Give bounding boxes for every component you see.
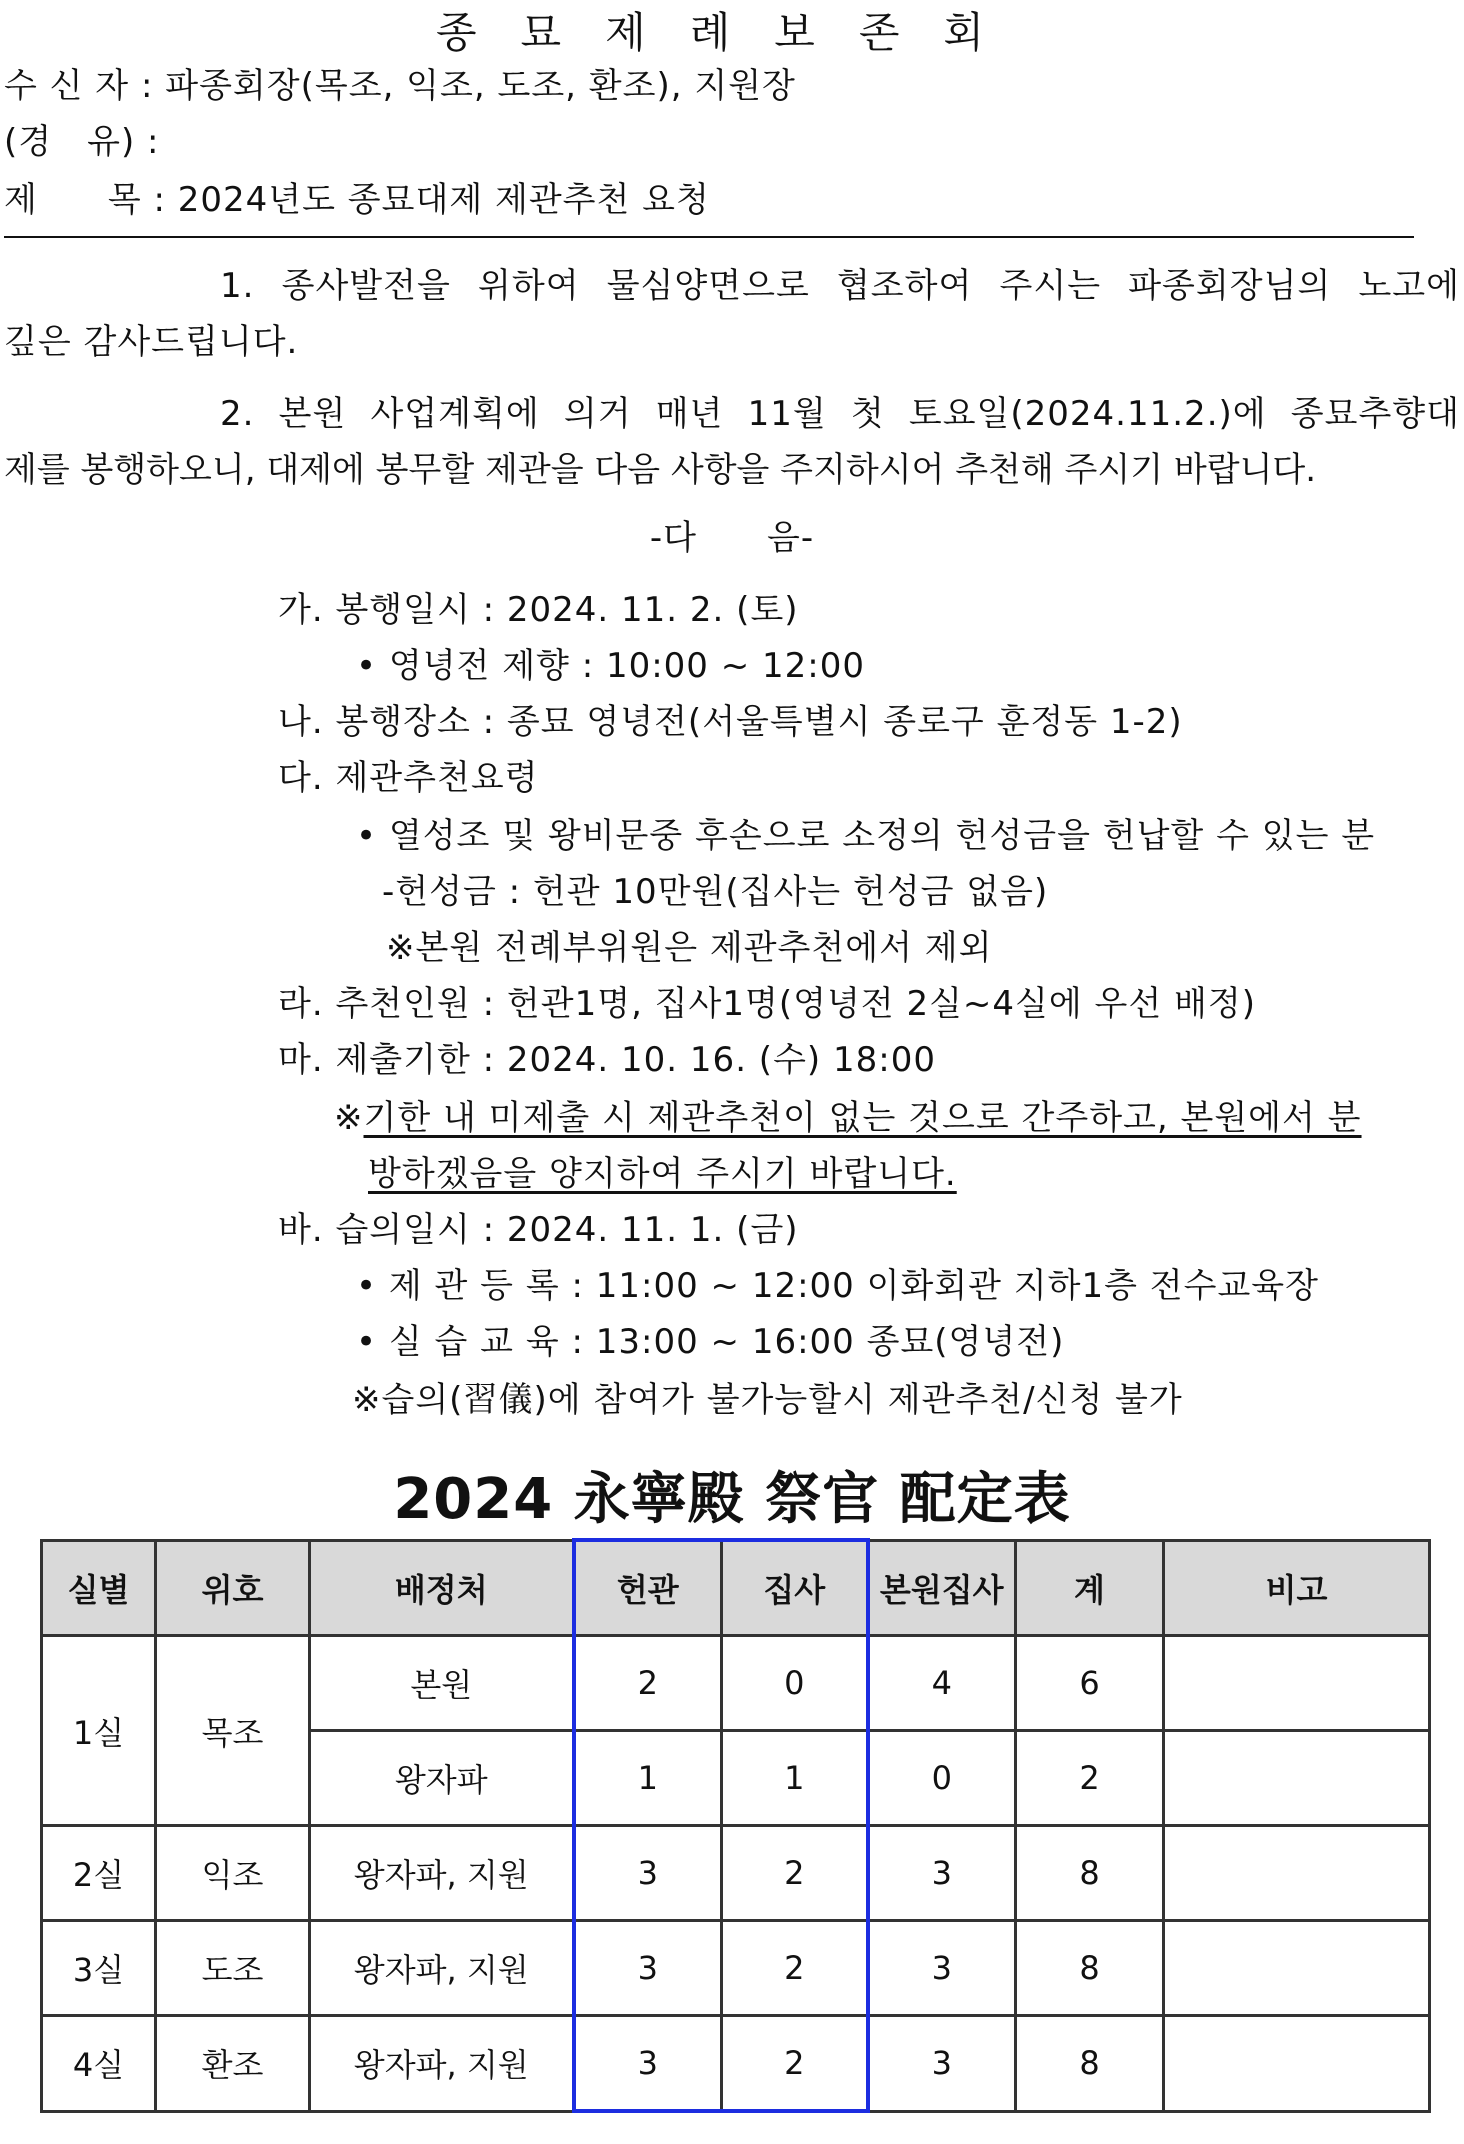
cell-heongwan: 1	[574, 1731, 722, 1826]
cell-note	[1164, 1731, 1430, 1826]
item-ba-sub-2: • 실 습 교 육 : 13:00 ~ 16:00 종묘(영녕전)	[356, 1322, 1065, 1362]
table-title: 2024 永寧殿 祭官 配定表	[393, 1467, 1071, 1532]
cell-total: 8	[1016, 2016, 1164, 2112]
cell-jipsa: 0	[722, 1636, 868, 1731]
recipient-value: 파종회장(목조, 익조, 도조, 환조), 지원장	[165, 66, 796, 106]
cell-bonwon-jipsa: 0	[868, 1731, 1016, 1826]
item-da: 다. 제관추천요령	[278, 758, 539, 798]
paragraph-1-line-2: 깊은 감사드립니다.	[4, 322, 299, 362]
cell-room: 1실	[42, 1636, 156, 1826]
subject-line	[4, 172, 710, 221]
cell-bonwon-jipsa: 3	[868, 2016, 1016, 2112]
item-ma: 마. 제출기한 : 2024. 10. 16. (수) 18:00	[278, 1040, 936, 1080]
paragraph-1-line-1: 1. 종사발전을 위하여 물심양면으로 협조하여 주시는 파종회장님의 노고에	[220, 266, 1460, 306]
subject-label: 제 목 :	[4, 180, 166, 220]
header-ancestor: 위호	[156, 1540, 310, 1636]
table-row	[42, 1826, 1430, 1921]
cell-heongwan: 3	[574, 1921, 722, 2016]
cell-total: 8	[1016, 1921, 1164, 2016]
item-ga: 가. 봉행일시 : 2024. 11. 2. (토)	[278, 590, 799, 630]
cell-note	[1164, 2016, 1430, 2112]
table-header-row	[42, 1540, 1430, 1636]
header-bonwon-jipsa: 본원집사	[868, 1540, 1016, 1636]
cell-note	[1164, 1826, 1430, 1921]
cell-place: 왕자파, 지원	[310, 1921, 574, 2016]
header-note: 비고	[1164, 1540, 1430, 1636]
recipient-label: 수 신 자 :	[4, 66, 154, 106]
cell-total: 2	[1016, 1731, 1164, 1826]
cell-heongwan: 3	[574, 1826, 722, 1921]
item-ra: 라. 추천인원 : 헌관1명, 집사1명(영녕전 2실~4실에 우선 배정)	[278, 984, 1256, 1024]
cell-place: 왕자파	[310, 1731, 574, 1826]
table-row	[42, 2016, 1430, 2112]
item-da-sub-2: -헌성금 : 헌관 10만원(집사는 헌성금 없음)	[382, 872, 1049, 912]
item-ga-sub: • 영녕전 제향 : 10:00 ~ 12:00	[356, 646, 866, 686]
cell-bonwon-jipsa: 3	[868, 1921, 1016, 2016]
item-ma-note-line-2: 방하겠음을 양지하여 주시기 바랍니다.	[368, 1154, 957, 1194]
cell-ancestor: 환조	[156, 2016, 310, 2112]
header-total: 계	[1016, 1540, 1164, 1636]
cell-jipsa: 2	[722, 1826, 868, 1921]
cell-ancestor: 목조	[156, 1636, 310, 1826]
table-row	[42, 1636, 1430, 1731]
cell-heongwan: 2	[574, 1636, 722, 1731]
cell-ancestor: 도조	[156, 1921, 310, 2016]
item-ba-sub-1: • 제 관 등 록 : 11:00 ~ 12:00 이화회관 지하1층 전수교육장	[356, 1266, 1319, 1306]
note-mark: ※	[334, 1098, 364, 1138]
paragraph-2-line-2: 제를 봉행하오니, 대제에 봉무할 제관을 다음 사항을 주지하시어 추천해 주시기 바랍니다.	[4, 450, 1317, 490]
cell-bonwon-jipsa: 4	[868, 1636, 1016, 1731]
note-text-1: 기한 내 미제출 시 제관추천이 없는 것으로 간주하고, 본원에서 분	[363, 1098, 1362, 1138]
subject-value: 2024년도 종묘대제 제관추천 요청	[177, 180, 710, 220]
cell-jipsa: 2	[722, 1921, 868, 2016]
paragraph-2-line-1: 2. 본원 사업계획에 의거 매년 11월 첫 토요일(2024.11.2.)에 종묘추향대	[220, 394, 1460, 434]
cell-place: 왕자파, 지원	[310, 2016, 574, 2112]
table-row	[42, 1921, 1430, 2016]
header-jipsa: 집사	[722, 1540, 868, 1636]
assignment-table	[40, 1538, 1431, 2113]
center-heading: -다 음-	[649, 518, 815, 558]
item-da-sub-3: ※본원 전례부위원은 제관추천에서 제외	[386, 928, 993, 968]
item-ba: 바. 습의일시 : 2024. 11. 1. (금)	[278, 1210, 799, 1250]
item-da-sub-1: • 열성조 및 왕비문중 후손으로 소정의 헌성금을 헌납할 수 있는 분	[356, 816, 1376, 856]
via-label: (경 유) :	[4, 122, 160, 162]
cell-place: 왕자파, 지원	[310, 1826, 574, 1921]
header-place: 배정처	[310, 1540, 574, 1636]
cell-bonwon-jipsa: 3	[868, 1826, 1016, 1921]
header-room: 실별	[42, 1540, 156, 1636]
cell-total: 8	[1016, 1826, 1164, 1921]
cell-room: 3실	[42, 1921, 156, 2016]
cell-ancestor: 익조	[156, 1826, 310, 1921]
header-heongwan: 헌관	[574, 1540, 722, 1636]
item-ba-note: ※습의(習儀)에 참여가 불가능할시 제관추천/신청 불가	[352, 1380, 1183, 1420]
item-na: 나. 봉행장소 : 종묘 영녕전(서울특별시 종로구 훈정동 1-2)	[278, 702, 1183, 742]
cell-note	[1164, 1636, 1430, 1731]
cell-total: 6	[1016, 1636, 1164, 1731]
recipient-line	[4, 58, 796, 107]
document-title: 종묘제례보존회	[435, 8, 1028, 57]
item-ma-note-line-1	[334, 1090, 1362, 1139]
cell-jipsa: 2	[722, 2016, 868, 2112]
cell-heongwan: 3	[574, 2016, 722, 2112]
cell-jipsa: 1	[722, 1731, 868, 1826]
cell-room: 2실	[42, 1826, 156, 1921]
cell-note	[1164, 1921, 1430, 2016]
header-divider	[4, 236, 1414, 238]
cell-room: 4실	[42, 2016, 156, 2112]
cell-place: 본원	[310, 1636, 574, 1731]
